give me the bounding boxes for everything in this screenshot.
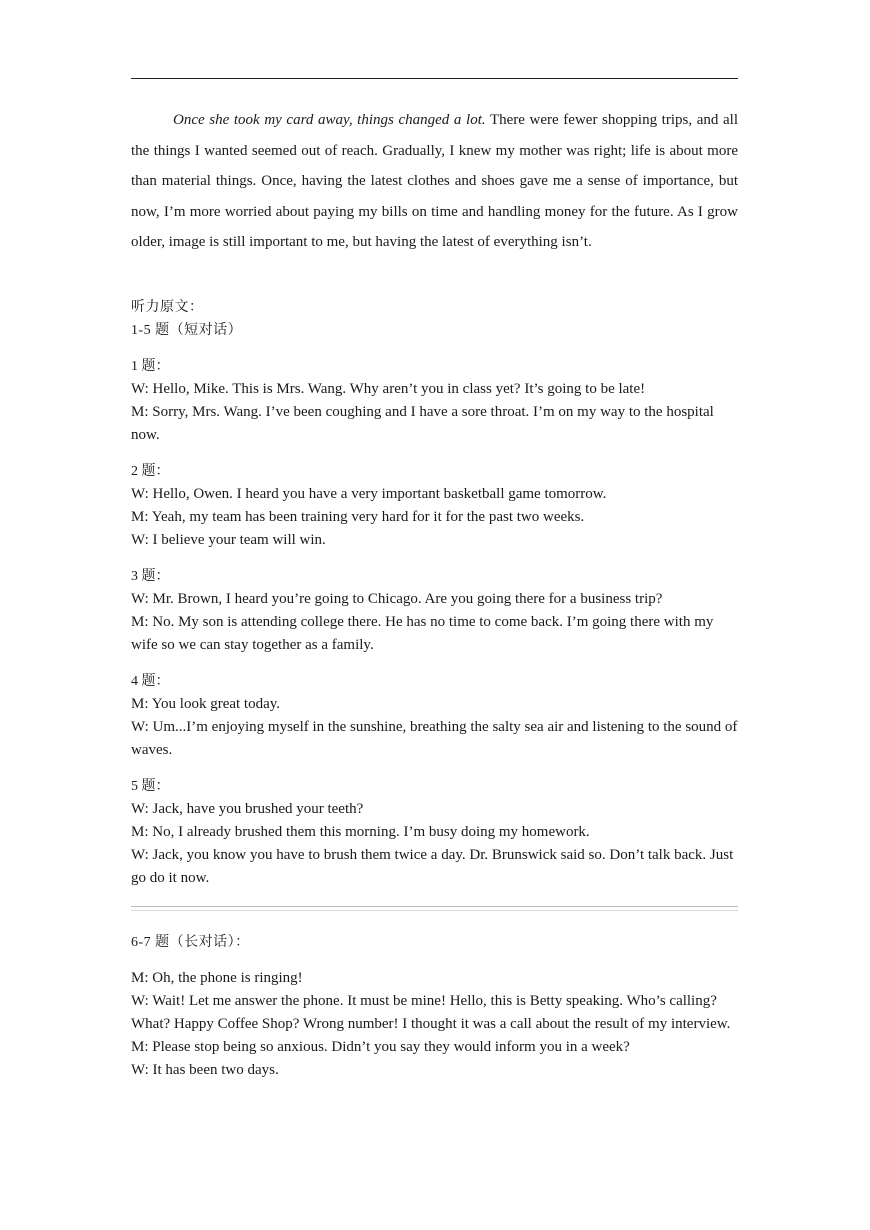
q3-line: W: Mr. Brown, I heard you’re going to Chicago. Are you going there for a business trip? xyxy=(131,591,663,607)
q5-line: W: Jack, have you brushed your teeth? xyxy=(131,801,364,817)
listening-transcript xyxy=(131,296,738,1082)
q3-label: 3 题： xyxy=(131,569,170,584)
q1-line: M: Sorry, Mrs. Wang. I’ve been coughing and I have a sore throat. I’m on my way to the hospital now. xyxy=(131,404,714,443)
header-rule xyxy=(131,78,738,79)
passage-italic-lead: Once she took my card away, things changed a lot. xyxy=(173,112,486,128)
q4-line: W: Um...I’m enjoying myself in the sunshine, breathing the salty sea air and listening to the sound of waves. xyxy=(131,719,738,758)
long-dialogue-line: W: It has been two days. xyxy=(131,1062,279,1078)
section2-heading: 6-7 题（长对话）： xyxy=(131,935,250,950)
long-dialogue-line: M: Please stop being so anxious. Didn’t you say they would inform you in a week? xyxy=(131,1039,630,1055)
q2-line: W: Hello, Owen. I heard you have a very important basketball game tomorrow. xyxy=(131,486,607,502)
q5-line: W: Jack, you know you have to brush them twice a day. Dr. Brunswick said so. Don’t talk back. Just go do it now. xyxy=(131,847,734,886)
section1-heading: 1-5 题（短对话） xyxy=(131,323,243,338)
q5-line: M: No, I already brushed them this morning. I’m busy doing my homework. xyxy=(131,824,590,840)
q1-line: W: Hello, Mike. This is Mrs. Wang. Why aren’t you in class yet? It’s going to be late! xyxy=(131,381,646,397)
q2-line: W: I believe your team will win. xyxy=(131,532,326,548)
reading-passage xyxy=(131,105,738,258)
q5-label: 5 题： xyxy=(131,779,170,794)
long-dialogue-line: M: Oh, the phone is ringing! xyxy=(131,970,303,986)
transcript-title: 听力原文： xyxy=(131,300,204,315)
q4-line: M: You look great today. xyxy=(131,696,281,712)
q3-line: M: No. My son is attending college there. He has no time to come back. I’m going there with my wife so we can stay together as a family. xyxy=(131,614,714,653)
long-dialogue-line: W: Wait! Let me answer the phone. It must be mine! Hello, this is Betty speaking. Who’s calling? What? Happy Coffee Shop? Wrong number! I thought it was a call about the result of my interview. xyxy=(131,993,731,1032)
q1-label: 1 题： xyxy=(131,359,170,374)
q2-line: M: Yeah, my team has been training very hard for it for the past two weeks. xyxy=(131,509,585,525)
section-divider xyxy=(131,906,738,911)
q4-label: 4 题： xyxy=(131,674,170,689)
q2-label: 2 题： xyxy=(131,464,170,479)
passage-body: There were fewer shopping trips, and all the things I wanted seemed out of reach. Gradually, I knew my mother was right; life is about more than material things. Once, having the latest clothes and shoes gave me a sense of importance, but now, I’m more worried about paying my bills on time and handling money for the future. As I grow older, image is still important to me, but having the latest of everything isn’t. xyxy=(131,112,738,250)
